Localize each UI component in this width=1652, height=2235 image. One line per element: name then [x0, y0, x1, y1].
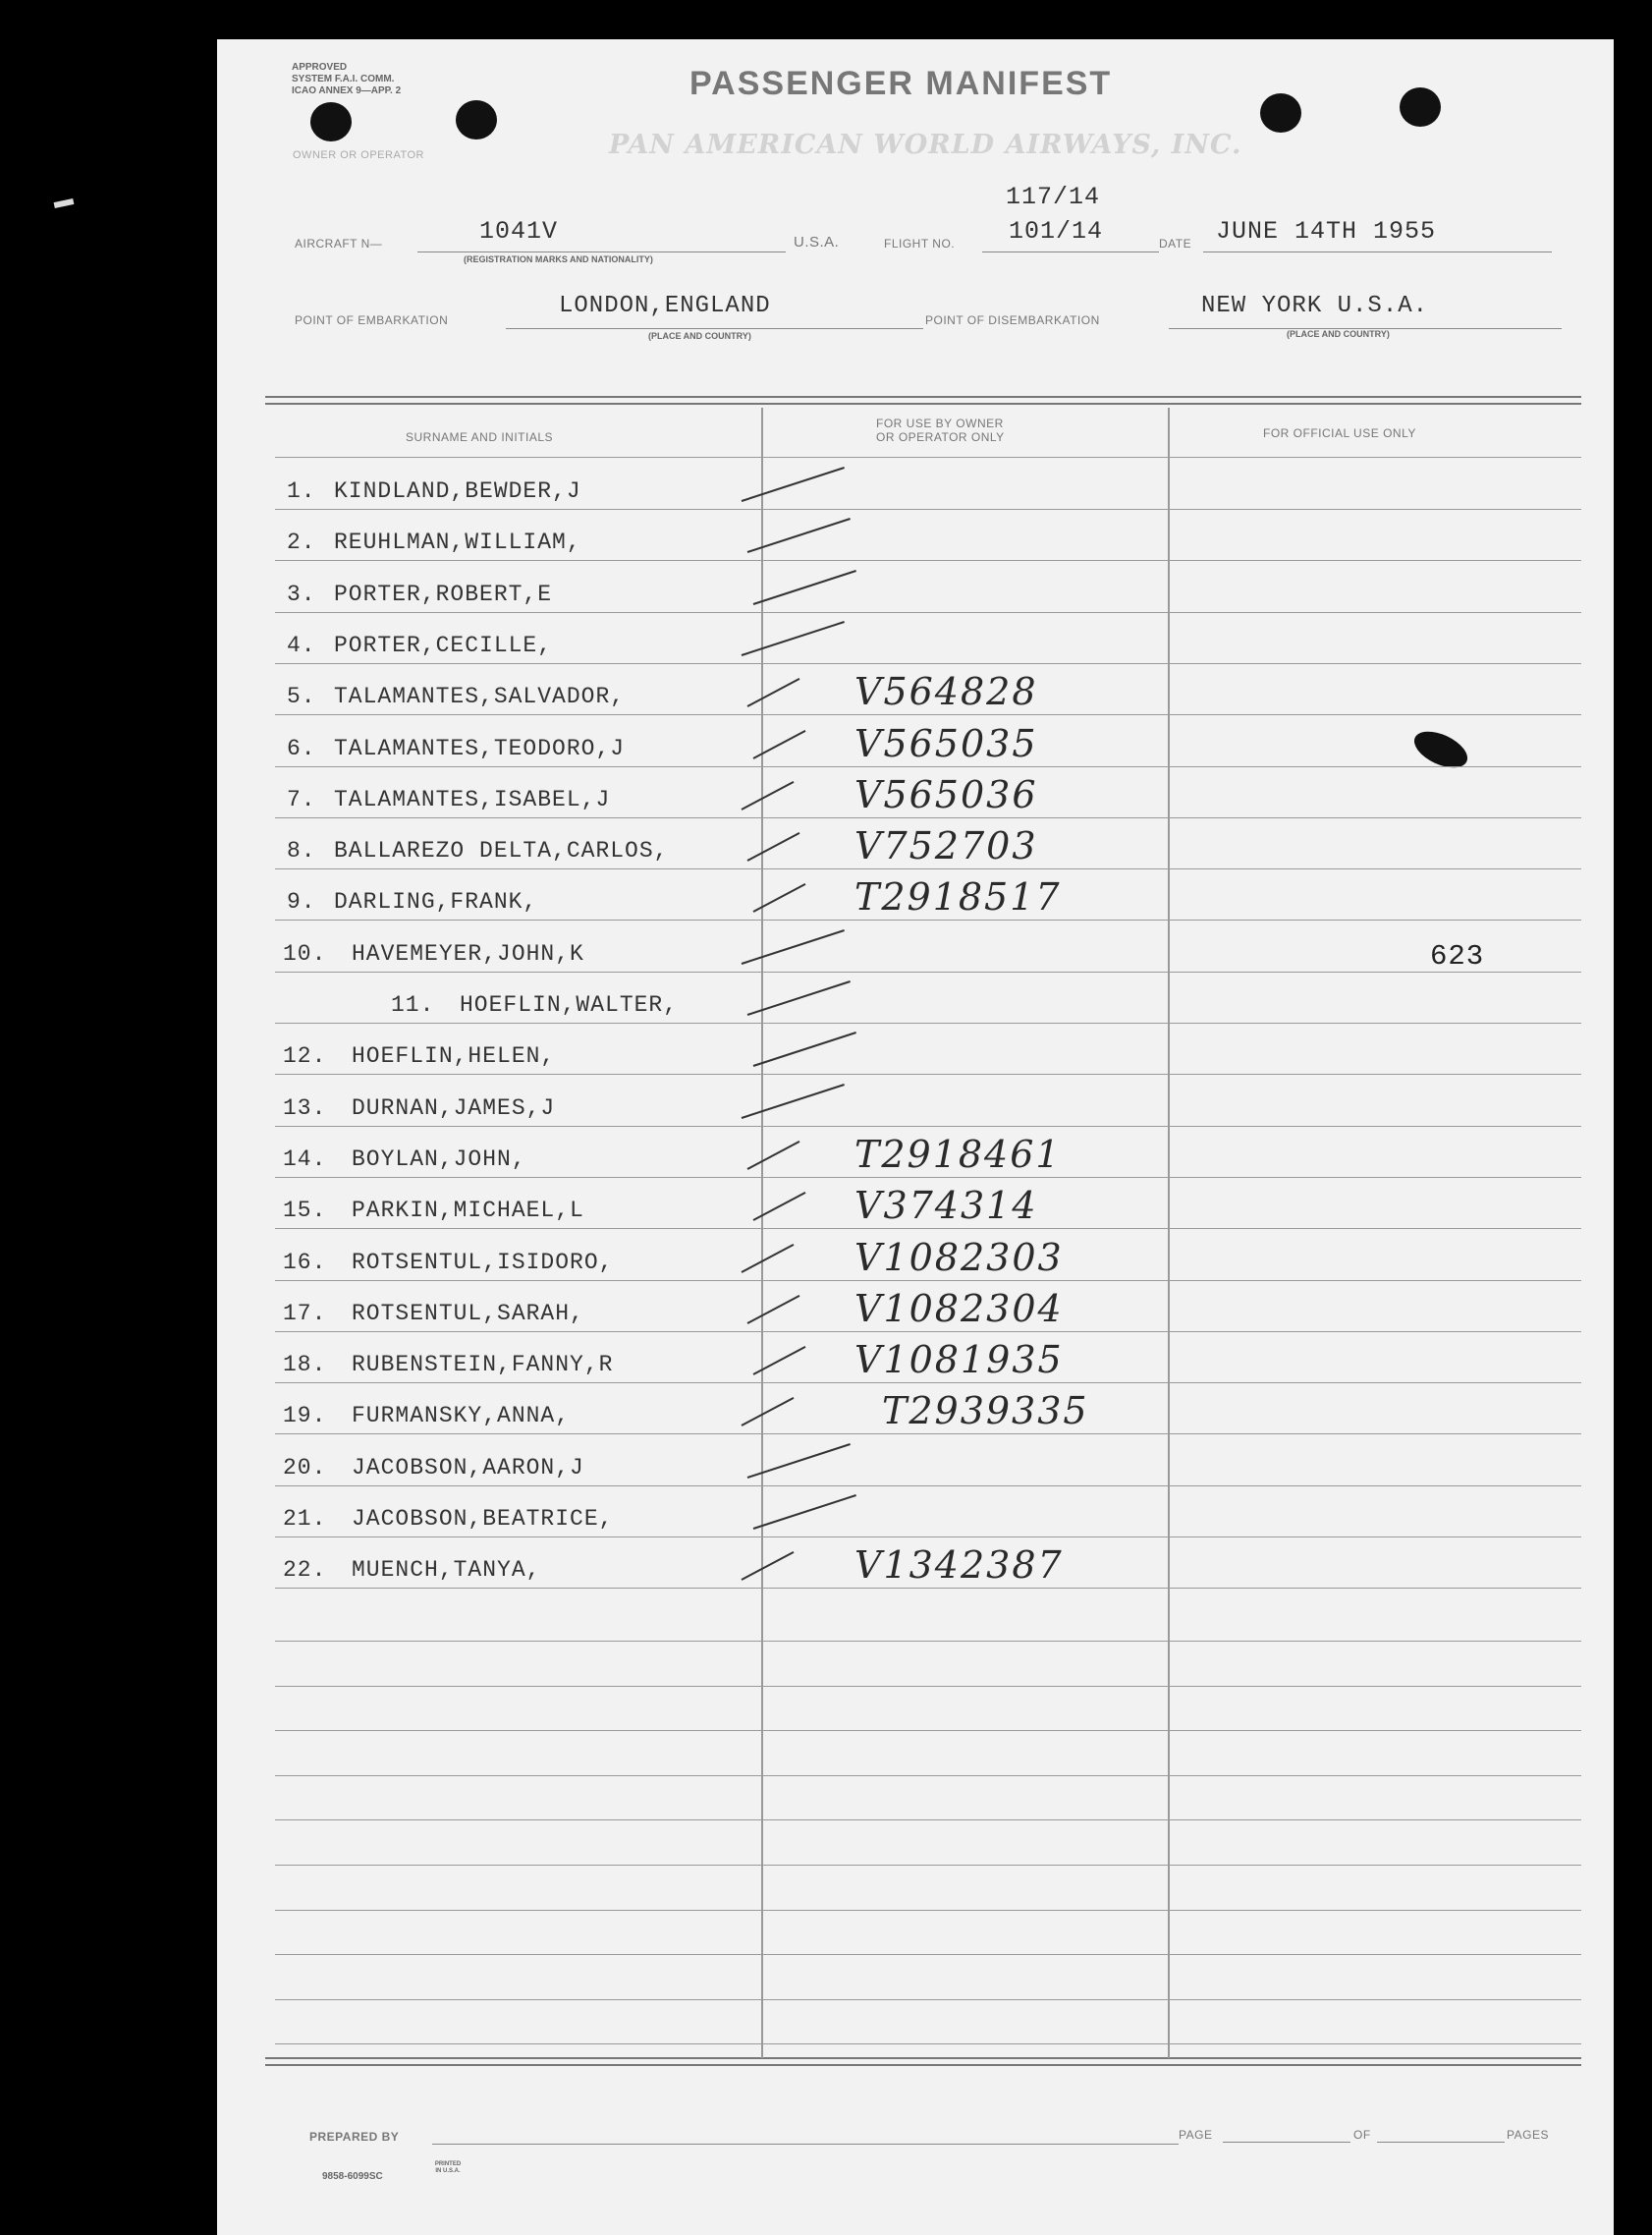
passenger-name: PARKIN,MICHAEL,L [352, 1198, 584, 1223]
printed-in-usa: PRINTED IN U.S.A. [434, 2161, 462, 2174]
aircraft-underline [417, 251, 786, 252]
passenger-number: 18. [283, 1352, 327, 1377]
passenger-number: 12. [283, 1043, 327, 1069]
passenger-name: PORTER,ROBERT,E [334, 582, 553, 607]
column-header-name: SURNAME AND INITIALS [406, 430, 554, 444]
document-number: V1342387 [854, 1543, 1064, 1587]
disembark-place-note: (PLACE AND COUNTRY) [1287, 329, 1390, 339]
prepared-by-underline [432, 2144, 1179, 2145]
approved-line-3: ICAO ANNEX 9—APP. 2 [292, 85, 402, 96]
date-underline [1203, 251, 1552, 252]
passenger-name: JACOBSON,AARON,J [352, 1455, 584, 1481]
table-rule-line [275, 509, 1581, 510]
page-label: PAGE [1179, 2128, 1213, 2142]
document-number: V1081935 [854, 1338, 1064, 1381]
table-rule-line [275, 1074, 1581, 1075]
table-top-rule [265, 396, 1581, 405]
table-rule-line [275, 920, 1581, 921]
document-number: T2939335 [882, 1389, 1089, 1432]
flight-number-upper: 117/14 [1006, 183, 1101, 211]
form-number: 9858-6099SC [322, 2171, 383, 2182]
passenger-name: DURNAN,JAMES,J [352, 1095, 556, 1121]
of-underline [1377, 2142, 1505, 2143]
approved-line-2: SYSTEM F.A.I. COMM. [292, 74, 395, 84]
official-note: 623 [1430, 940, 1485, 973]
table-rule-line [275, 1775, 1581, 1776]
column-divider-1 [761, 408, 763, 2058]
table-rule-line [275, 1641, 1581, 1642]
passenger-name: FURMANSKY,ANNA, [352, 1403, 571, 1428]
table-rule-line [275, 817, 1581, 818]
of-label: OF [1353, 2128, 1371, 2142]
edge-mark [54, 198, 75, 208]
column-header-owner-1: FOR USE BY OWNER [876, 417, 1004, 430]
table-rule-line [275, 560, 1581, 561]
flight-date: JUNE 14TH 1955 [1216, 217, 1437, 246]
table-rule-line [275, 1280, 1581, 1281]
table-rule-line [275, 2043, 1581, 2044]
aircraft-number: 1041V [479, 217, 559, 246]
table-rule-line [275, 663, 1581, 664]
table-rule-line [275, 1485, 1581, 1486]
document-number: V752703 [854, 824, 1038, 867]
document-number: V1082304 [854, 1287, 1064, 1330]
passenger-number: 13. [283, 1095, 327, 1121]
embark-place: LONDON,ENGLAND [559, 293, 771, 319]
passenger-name: KINDLAND,BEWDER,J [334, 478, 581, 504]
passenger-name: BOYLAN,JOHN, [352, 1146, 526, 1172]
embark-place-note: (PLACE AND COUNTRY) [648, 331, 751, 341]
table-rule-line [275, 612, 1581, 613]
operator-label: OWNER OR OPERATOR [293, 149, 424, 161]
document-number: V565036 [854, 773, 1038, 816]
operator-name: PAN AMERICAN WORLD AIRWAYS, INC. [609, 130, 1242, 160]
prepared-by-label: PREPARED BY [309, 2130, 400, 2144]
passenger-number: 11. [391, 992, 435, 1018]
passenger-number: 21. [283, 1506, 327, 1532]
passenger-number: 1. [287, 478, 316, 504]
disembark-place: NEW YORK U.S.A. [1201, 293, 1429, 319]
passenger-number: 17. [283, 1301, 327, 1326]
table-rule-line [275, 972, 1581, 973]
document-number: V374314 [854, 1184, 1038, 1227]
table-rule-line [275, 1999, 1581, 2000]
approved-line-1: APPROVED [292, 62, 348, 73]
passenger-name: PORTER,CECILLE, [334, 633, 553, 658]
table-rule-line [275, 1954, 1581, 1955]
passenger-number: 5. [287, 684, 316, 709]
page-underline [1223, 2142, 1350, 2143]
document-number: V564828 [854, 670, 1038, 713]
flight-underline [982, 251, 1159, 252]
table-rule-line [275, 1331, 1581, 1332]
disembark-label: POINT OF DISEMBARKATION [925, 313, 1100, 327]
page-title: PASSENGER MANIFEST [689, 65, 1113, 102]
passenger-name: BALLAREZO DELTA,CARLOS, [334, 838, 669, 864]
column-divider-2 [1168, 408, 1170, 2058]
table-rule-line [275, 1382, 1581, 1383]
passenger-name: TALAMANTES,SALVADOR, [334, 684, 626, 709]
table-rule-line [275, 1177, 1581, 1178]
document-number: T2918517 [854, 875, 1062, 919]
punch-hole-3 [1260, 93, 1301, 133]
passenger-name: MUENCH,TANYA, [352, 1557, 541, 1583]
embark-label: POINT OF EMBARKATION [295, 313, 449, 327]
table-rule-line [275, 1910, 1581, 1911]
table-rule-line [275, 457, 1581, 458]
nationality: U.S.A. [794, 234, 840, 251]
passenger-number: 6. [287, 736, 316, 761]
punch-hole-4 [1400, 87, 1441, 127]
table-rule-line [275, 868, 1581, 869]
passenger-number: 9. [287, 889, 316, 915]
pages-label: PAGES [1507, 2128, 1549, 2142]
table-rule-line [275, 1686, 1581, 1687]
flight-number: 101/14 [1009, 217, 1104, 246]
table-rule-line [275, 1730, 1581, 1731]
document-number: V565035 [854, 722, 1038, 765]
passenger-number: 3. [287, 582, 316, 607]
document-number: T2918461 [854, 1133, 1062, 1176]
embark-underline [506, 328, 923, 329]
passenger-name: HOEFLIN,HELEN, [352, 1043, 556, 1069]
table-rule-line [275, 714, 1581, 715]
table-rule-line [275, 1433, 1581, 1434]
passenger-name: HAVEMEYER,JOHN,K [352, 941, 584, 967]
aircraft-label: AIRCRAFT N— [295, 237, 383, 251]
passenger-name: ROTSENTUL,ISIDORO, [352, 1250, 614, 1275]
punch-hole-1 [310, 102, 352, 141]
table-bottom-rule [265, 2057, 1581, 2066]
passenger-name: ROTSENTUL,SARAH, [352, 1301, 584, 1326]
passenger-number: 14. [283, 1146, 327, 1172]
punch-hole-2 [456, 100, 497, 140]
column-header-official: FOR OFFICIAL USE ONLY [1263, 426, 1416, 440]
passenger-name: TALAMANTES,ISABEL,J [334, 787, 611, 812]
passenger-name: DARLING,FRANK, [334, 889, 538, 915]
column-header-owner-2: OR OPERATOR ONLY [876, 430, 1005, 444]
table-rule-line [275, 766, 1581, 767]
passenger-name: RUBENSTEIN,FANNY,R [352, 1352, 614, 1377]
flight-label: FLIGHT NO. [884, 237, 956, 251]
table-rule-line [275, 1588, 1581, 1589]
passenger-number: 16. [283, 1250, 327, 1275]
table-rule-line [275, 1228, 1581, 1229]
document-number: V1082303 [854, 1236, 1064, 1279]
passenger-number: 15. [283, 1198, 327, 1223]
passenger-number: 10. [283, 941, 327, 967]
table-rule-line [275, 1865, 1581, 1866]
table-rule-line [275, 1126, 1581, 1127]
passenger-name: HOEFLIN,WALTER, [460, 992, 679, 1018]
passenger-name: JACOBSON,BEATRICE, [352, 1506, 614, 1532]
passenger-number: 2. [287, 530, 316, 555]
registration-note: (REGISTRATION MARKS AND NATIONALITY) [464, 254, 653, 264]
passenger-number: 8. [287, 838, 316, 864]
date-label: DATE [1159, 237, 1192, 251]
table-rule-line [275, 1023, 1581, 1024]
passenger-number: 19. [283, 1403, 327, 1428]
passenger-name: TALAMANTES,TEODORO,J [334, 736, 626, 761]
passenger-number: 4. [287, 633, 316, 658]
passenger-number: 22. [283, 1557, 327, 1583]
passenger-number: 20. [283, 1455, 327, 1481]
table-rule-line [275, 1819, 1581, 1820]
passenger-name: REUHLMAN,WILLIAM, [334, 530, 581, 555]
passenger-number: 7. [287, 787, 316, 812]
